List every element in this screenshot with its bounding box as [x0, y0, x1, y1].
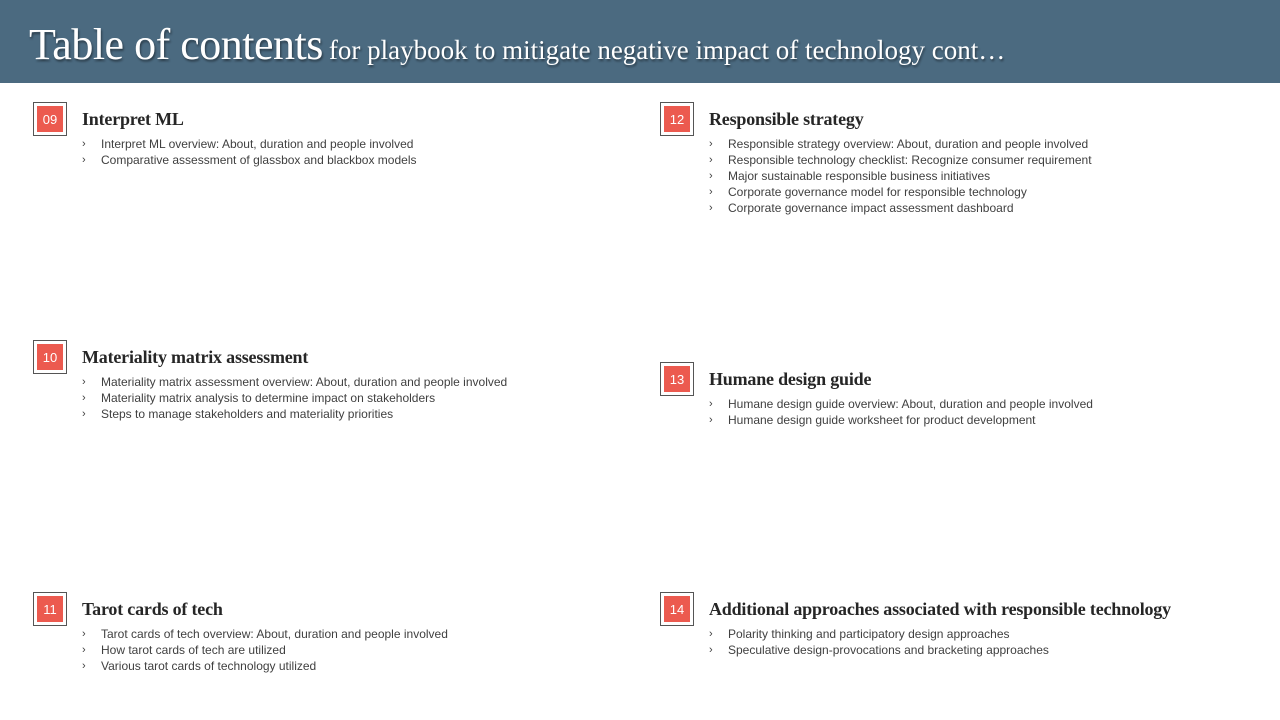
section-number-badge: 11 [33, 592, 67, 626]
chevron-right-icon: › [709, 154, 713, 166]
list-item: › Materiality matrix assessment overview: About, duration and people involved [82, 375, 508, 389]
list-item: › Corporate governance model for responsible technology [709, 185, 1027, 199]
chevron-right-icon: › [709, 138, 713, 150]
section-title: Tarot cards of tech [82, 599, 223, 619]
section-number-badge: 14 [660, 592, 694, 626]
chevron-right-icon: › [82, 154, 86, 166]
section-number-badge: 12 [660, 102, 694, 136]
list-item: › Steps to manage stakeholders and materiality priorities [82, 407, 394, 421]
section-number-badge: 13 [660, 362, 694, 396]
list-item: › Tarot cards of tech overview: About, duration and people involved [82, 627, 448, 641]
list-item: › Interpret ML overview: About, duration and people involved [82, 137, 414, 151]
list-item: › Humane design guide worksheet for product development [709, 413, 1036, 427]
chevron-right-icon: › [82, 138, 86, 150]
section-title: Materiality matrix assessment [82, 347, 309, 367]
section-item-list [82, 626, 448, 674]
list-item: › Humane design guide overview: About, duration and people involved [709, 397, 1093, 411]
chevron-right-icon: › [709, 202, 713, 214]
chevron-right-icon: › [82, 408, 86, 420]
section-item-list [709, 626, 1049, 658]
list-item: › Materiality matrix analysis to determine impact on stakeholders [82, 391, 436, 405]
chevron-right-icon: › [82, 392, 86, 404]
list-item: › Responsible strategy overview: About, duration and people involved [709, 137, 1089, 151]
chevron-right-icon: › [82, 660, 86, 672]
section-item-list [82, 374, 507, 422]
list-item: › Corporate governance impact assessment dashboard [709, 201, 1014, 215]
chevron-right-icon: › [709, 186, 713, 198]
chevron-right-icon: › [709, 628, 713, 640]
chevron-right-icon: › [82, 376, 86, 388]
page-title [29, 19, 1005, 70]
list-item: › Comparative assessment of glassbox and blackbox models [82, 153, 417, 167]
chevron-right-icon: › [709, 414, 713, 426]
list-item: › Major sustainable responsible business initiatives [709, 169, 991, 183]
section-title: Responsible strategy [709, 109, 864, 129]
section-title: Interpret ML [82, 109, 184, 129]
list-item: › Polarity thinking and participatory design approaches [709, 627, 1010, 641]
chevron-right-icon: › [82, 628, 86, 640]
chevron-right-icon: › [709, 398, 713, 410]
section-title: Additional approaches associated with responsible technology [709, 599, 1171, 619]
chevron-right-icon: › [709, 644, 713, 656]
section-title: Humane design guide [709, 369, 872, 389]
section-number-badge: 09 [33, 102, 67, 136]
title-main: Table of contents [29, 20, 323, 69]
list-item: › Responsible technology checklist: Recognize consumer requirement [709, 153, 1092, 167]
chevron-right-icon: › [82, 644, 86, 656]
list-item: › Speculative design-provocations and bracketing approaches [709, 643, 1049, 657]
list-item: › Various tarot cards of technology utilized [82, 659, 317, 673]
section-item-list [709, 396, 1093, 428]
section-item-list [709, 136, 1092, 216]
header-bar [0, 0, 1280, 83]
section-item-list [82, 136, 417, 168]
list-item: › How tarot cards of tech are utilized [82, 643, 286, 657]
title-subtitle: for playbook to mitigate negative impact of technology cont… [328, 35, 1006, 65]
section-number-badge: 10 [33, 340, 67, 374]
chevron-right-icon: › [709, 170, 713, 182]
